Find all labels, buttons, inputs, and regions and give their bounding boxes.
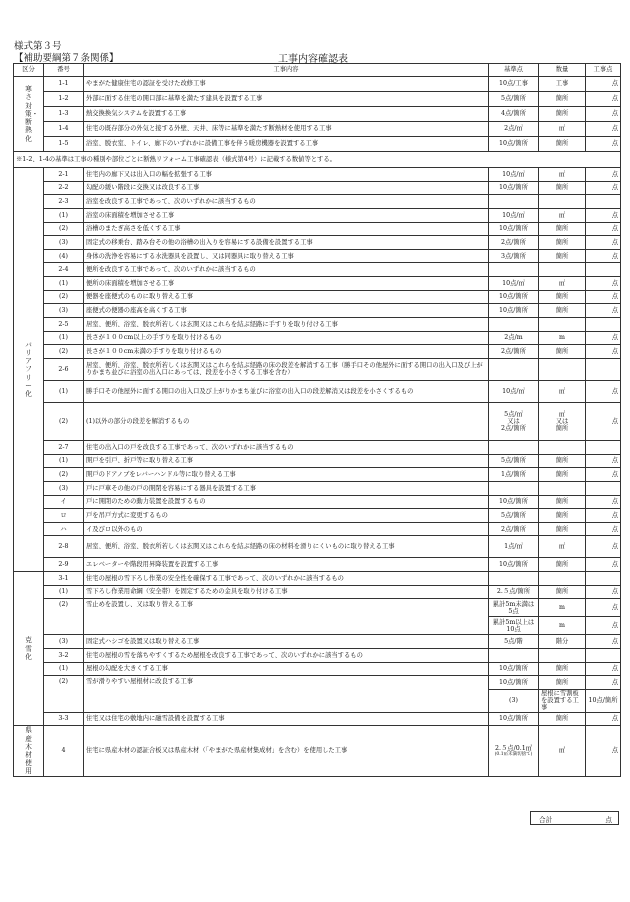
row-number: 1-5 <box>44 137 84 152</box>
row-content: 便器を座便式のものに取り替える工事 <box>84 290 489 304</box>
row-content: 開戸を引戸、折戸等に取り替える工事 <box>84 454 489 468</box>
table-row <box>14 249 621 263</box>
row-base-points: 5点/階 <box>489 635 539 649</box>
row-base-points <box>489 318 539 332</box>
table-row <box>14 195 621 209</box>
row-content: 住宅の屋根の雪下ろし作業の安全性を確保する工事であって、次のいずれかに該当するもの <box>84 572 489 586</box>
row-base-points: 5点/箇所 <box>489 92 539 107</box>
row-content: 固定式の移乗台、踏み台その他の浴槽の出入りを容易にする設備を設置する工事 <box>84 236 489 250</box>
row-content: 雪下ろし作業用命綱（安全帯）を固定するための金具を取り付ける工事 <box>84 585 489 599</box>
row-content: 浴室の床面積を増加させる工事 <box>84 208 489 222</box>
table-header-row <box>14 64 621 77</box>
table-row <box>14 122 621 137</box>
row-content: 住宅の既存部分の外気と接する外壁、天井、床等に基準を満たす断熱材を使用する工事 <box>84 122 489 137</box>
row-number: (2) <box>44 290 84 304</box>
row-quantity: 箇所 <box>539 290 586 304</box>
row-content: 熱交換換気システムを設置する工事 <box>84 107 489 122</box>
row-content: 勾配の緩い階段に交換又は改良する工事 <box>84 181 489 195</box>
table-row <box>14 585 621 599</box>
row-quantity: 箇所 <box>539 304 586 318</box>
row-content: 戸に戸車その他の戸の開閉を容易にする器具を設置する工事 <box>84 481 489 495</box>
row-base-points: 10点/箇所 <box>489 558 539 572</box>
row-quantity: 箇所 <box>539 712 586 726</box>
row-base-points <box>489 649 539 663</box>
row-work-points: 点 <box>586 558 621 572</box>
row-content: 住宅に県産木材の認証合板又は県産木材（「やまがた県産材集成材」を含む）を使用した工事 <box>84 726 489 776</box>
row-number: (2) <box>44 222 84 236</box>
row-quantity: ㎡ <box>539 380 586 402</box>
base-points-value: 2.５点/0.1㎥ <box>494 744 533 752</box>
row-quantity: 箇所 <box>539 222 586 236</box>
table-row <box>14 481 621 495</box>
row-base-points: 4点/箇所 <box>489 107 539 122</box>
row-number: 2-5 <box>44 318 84 332</box>
table-row <box>14 662 621 676</box>
row-base-points <box>489 263 539 277</box>
row-number: 1-2 <box>44 92 84 107</box>
row-content: 居室、便所、浴室、脱衣所若しくは玄関又はこれらを結ぶ経路の床の材料を滑りにくいものに取り替える工事 <box>84 536 489 558</box>
row-base-points: 5点/箇所 <box>489 454 539 468</box>
row-number: 3-1 <box>44 572 84 586</box>
row-quantity: 工事 <box>539 77 586 92</box>
row-content: (1)以外の部分の段差を解消するもの <box>84 402 489 440</box>
row-content: 雪止めを設置し、又は取り替える工事 <box>84 599 489 635</box>
row-work-points: 点 <box>586 107 621 122</box>
row-content: 住宅内の廊下又は出入口の幅を拡張する工事 <box>84 168 489 182</box>
total-unit: 点 <box>605 816 612 824</box>
row-work-points: 点 <box>586 662 621 676</box>
row-quantity <box>539 263 586 277</box>
row-base-points <box>489 358 539 380</box>
table-row <box>14 331 621 345</box>
row-content: 戸に開閉のための動力装置を設置するもの <box>84 495 489 509</box>
row-number: (1) <box>44 208 84 222</box>
table-row <box>14 345 621 359</box>
row-quantity: 箇所 <box>539 454 586 468</box>
row-work-points: 点 <box>586 304 621 318</box>
row-number: (3) <box>44 635 84 649</box>
row-content: 雪が滑りやすい屋根材に改良する工事 <box>84 676 489 712</box>
row-number: 2-3 <box>44 195 84 209</box>
row-content: 住宅の屋根の雪を落ちやすくするため屋根を改良する工事であって、次のいずれかに該当するもの <box>84 649 489 663</box>
row-work-points: 点 <box>586 345 621 359</box>
row-work-points: 点 <box>586 168 621 182</box>
row-base-points: 2.５点/箇所 <box>489 585 539 599</box>
row-number: (4) <box>44 249 84 263</box>
row-work-points: 点 <box>586 468 621 482</box>
row-content: やまがた健康住宅の認証を受けた改修工事 <box>84 77 489 92</box>
row-work-points: 点 <box>586 249 621 263</box>
row-number: 2-9 <box>44 558 84 572</box>
row-work-points: 点 <box>586 137 621 152</box>
row-base-points: 10点/箇所 <box>586 689 621 712</box>
row-quantity: ㎡ <box>539 536 586 558</box>
table-row <box>14 380 621 402</box>
row-work-points <box>586 572 621 586</box>
total-label: 合計 <box>539 816 553 824</box>
table-row <box>14 599 621 617</box>
row-work-points: 点 <box>586 380 621 402</box>
row-work-points: 点 <box>586 290 621 304</box>
row-content: 浴室を改良する工事であって、次のいずれかに該当するもの <box>84 195 489 209</box>
row-content: 浴槽のまたぎ高さを低くする工事 <box>84 222 489 236</box>
row-work-points <box>586 263 621 277</box>
row-quantity: ㎡ <box>539 122 586 137</box>
row-base-points: 5点/㎡ 又は 2点/箇所 <box>489 402 539 440</box>
category-label: バリアフリー化 <box>25 340 32 399</box>
table-row <box>14 495 621 509</box>
category-label: 寒さ対策・断熱化 <box>25 85 39 143</box>
row-base-points <box>489 440 539 454</box>
row-work-points: 点 <box>586 509 621 523</box>
category-cell <box>14 168 44 572</box>
category-label: 克雪化 <box>25 636 32 661</box>
row-base-points: 5点/箇所 <box>489 509 539 523</box>
header-base-points: 基準点 <box>489 64 539 77</box>
row-work-points: 点 <box>586 236 621 250</box>
table-row <box>14 168 621 182</box>
row-number: (2) <box>44 599 84 635</box>
row-base-points: 10点/箇所 <box>489 662 539 676</box>
row-content: エレベーターや階段用昇降装置を設置する工事 <box>84 558 489 572</box>
table-row <box>14 572 621 586</box>
row-base-points: 2点/箇所 <box>489 236 539 250</box>
table-row <box>14 726 621 776</box>
row-base-points <box>489 195 539 209</box>
row-number: (3) <box>44 481 84 495</box>
row-quantity <box>539 440 586 454</box>
row-quantity: 箇所 <box>539 236 586 250</box>
row-content: 屋根に雪割板を設置する工事 <box>539 689 586 712</box>
header-quantity: 数量 <box>539 64 586 77</box>
row-number: 1-3 <box>44 107 84 122</box>
category-cell <box>14 726 44 776</box>
row-number: (2) <box>44 676 84 712</box>
total-box <box>530 811 619 825</box>
table-row <box>14 509 621 523</box>
row-content: 住宅の出入口の戸を改良する工事であって、次のいずれかに該当するもの <box>84 440 489 454</box>
row-work-points <box>586 358 621 380</box>
table-row <box>14 263 621 277</box>
table-row <box>14 208 621 222</box>
table-row <box>14 222 621 236</box>
row-work-points: 点 <box>586 522 621 536</box>
row-base-points: 1点/箇所 <box>489 468 539 482</box>
header-work-points: 工事点 <box>586 64 621 77</box>
table-row <box>14 468 621 482</box>
row-number: 1-1 <box>44 77 84 92</box>
table-row <box>14 277 621 291</box>
row-work-points <box>586 649 621 663</box>
table-row <box>14 649 621 663</box>
row-number: (1) <box>44 277 84 291</box>
row-quantity: 箇所 <box>539 509 586 523</box>
row-work-points: 点 <box>586 726 621 776</box>
row-quantity <box>539 572 586 586</box>
row-work-points <box>586 318 621 332</box>
row-work-points: 点 <box>586 122 621 137</box>
row-base-points: 10点/箇所 <box>489 495 539 509</box>
header-content: 工事内容 <box>84 64 489 77</box>
row-number: 2-1 <box>44 168 84 182</box>
row-work-points: 点 <box>586 222 621 236</box>
row-quantity: ㎥ <box>539 726 586 776</box>
table-row <box>14 558 621 572</box>
table-row <box>14 92 621 107</box>
row-work-points: 点 <box>586 92 621 107</box>
row-quantity: 階分 <box>539 635 586 649</box>
row-quantity: 箇所 <box>539 585 586 599</box>
table-row <box>14 304 621 318</box>
row-work-points: 点 <box>586 402 621 440</box>
row-number: 3-2 <box>44 649 84 663</box>
row-base-points: 10点/箇所 <box>489 304 539 318</box>
category-cell <box>14 77 44 152</box>
table-row <box>14 77 621 92</box>
row-work-points: 点 <box>586 712 621 726</box>
row-number: 1-4 <box>44 122 84 137</box>
row-quantity: ㎡ 又は 箇所 <box>539 402 586 440</box>
row-work-points: 点 <box>586 585 621 599</box>
row-base-points: 3点/箇所 <box>489 249 539 263</box>
row-work-points: 点 <box>586 599 621 617</box>
row-quantity: m <box>539 599 586 617</box>
table-row <box>14 358 621 380</box>
table-row <box>14 676 621 690</box>
row-work-points: 点 <box>586 454 621 468</box>
table-row <box>14 712 621 726</box>
row-quantity: 箇所 <box>539 558 586 572</box>
row-quantity: ㎡ <box>539 208 586 222</box>
row-quantity: 箇所 <box>539 92 586 107</box>
row-number: 4 <box>44 726 84 776</box>
row-quantity: 箇所 <box>539 495 586 509</box>
row-base-points: 10点/箇所 <box>489 712 539 726</box>
row-base-points: 1点/㎡ <box>489 536 539 558</box>
row-number: 2-8 <box>44 536 84 558</box>
table-row <box>14 536 621 558</box>
row-content: 長さが１００cm未満の手すりを取り付けるもの <box>84 345 489 359</box>
category-label: 県産木材使用 <box>25 726 32 776</box>
row-number: イ <box>44 495 84 509</box>
row-content: 屋根の勾配を大きくする工事 <box>84 662 489 676</box>
energy-note: ※1-2、1-4の基準は工事の種別や部位ごとに断熱リフォーム工事確認表（様式第4号）に記載する数値等とする。 <box>14 152 621 168</box>
row-work-points: 点 <box>586 331 621 345</box>
form-label: 様式第３号 <box>14 41 62 52</box>
row-base-points: 10点/箇所 <box>489 676 539 690</box>
row-number: (3) <box>489 689 539 712</box>
table-row <box>14 107 621 122</box>
row-work-points <box>586 195 621 209</box>
row-number: (2) <box>44 345 84 359</box>
note-row <box>14 152 621 168</box>
row-content: 座便式の便器の座高を高くする工事 <box>84 304 489 318</box>
row-quantity: 箇所 <box>539 676 586 690</box>
row-work-points <box>586 440 621 454</box>
row-content: 便所の床面積を増加させる工事 <box>84 277 489 291</box>
row-number: ハ <box>44 522 84 536</box>
row-number: 3-3 <box>44 712 84 726</box>
row-number: (2) <box>44 468 84 482</box>
row-quantity: 箇所 <box>539 181 586 195</box>
row-number: (1) <box>44 380 84 402</box>
row-content: 身体の洗浄を容易にする水洗器具を設置し、又は同器具に取り替える工事 <box>84 249 489 263</box>
row-quantity <box>539 649 586 663</box>
header-category: 区分 <box>14 64 44 77</box>
row-base-points: 累計5m以上は 10点 <box>489 617 539 635</box>
table-row <box>14 522 621 536</box>
row-quantity <box>539 481 586 495</box>
row-base-points: 10点/工事 <box>489 77 539 92</box>
work-content-table <box>13 63 621 777</box>
table-row <box>14 318 621 332</box>
row-quantity: ㎡ <box>539 277 586 291</box>
row-content: 浴室、脱衣室、トイレ、廊下のいずれかに設備工事を伴う暖房機器を設置する工事 <box>84 137 489 152</box>
row-base-points: 2点/m <box>489 331 539 345</box>
row-quantity: 箇所 <box>539 468 586 482</box>
row-base-points: 2点/箇所 <box>489 345 539 359</box>
row-quantity <box>539 195 586 209</box>
row-content: 固定式ハシゴを設置又は取り替える工事 <box>84 635 489 649</box>
table-row <box>14 454 621 468</box>
row-number: (1) <box>44 585 84 599</box>
row-work-points: 点 <box>586 277 621 291</box>
row-content: 外部に面する住宅の開口部に基準を満たす建具を設置する工事 <box>84 92 489 107</box>
row-work-points: 点 <box>586 617 621 635</box>
table-row <box>14 402 621 440</box>
row-work-points: 点 <box>586 676 621 690</box>
row-content: 戸を吊戸方式に変更するもの <box>84 509 489 523</box>
row-content: 長さが１００cm以上の手すりを取り付けるもの <box>84 331 489 345</box>
row-work-points: 点 <box>586 536 621 558</box>
row-number: (1) <box>44 662 84 676</box>
row-work-points: 点 <box>586 495 621 509</box>
row-base-points: 10点/箇所 <box>489 290 539 304</box>
row-base-points: 10点/㎡ <box>489 277 539 291</box>
row-base-points <box>489 572 539 586</box>
row-number: (2) <box>44 402 84 440</box>
row-work-points: 点 <box>586 208 621 222</box>
table-row <box>14 290 621 304</box>
row-base-points <box>489 481 539 495</box>
row-quantity: 箇所 <box>539 345 586 359</box>
row-number: 2-2 <box>44 181 84 195</box>
row-base-points: 2点/㎡ <box>489 122 539 137</box>
row-base-points: 10点/㎡ <box>489 208 539 222</box>
row-quantity: 箇所 <box>539 137 586 152</box>
row-content: 居室、便所、浴室、脱衣所若しくは玄関又はこれらを結ぶ経路の床の段差を解消する工事（勝手口その他屋外に面する開口の出入口及び上がりかまち並びに浴室の出入口にあっては、段差を小さくする工事を含む） <box>84 358 489 380</box>
header-number: 番号 <box>44 64 84 77</box>
table-row <box>14 181 621 195</box>
row-number: (1) <box>44 331 84 345</box>
row-quantity: 箇所 <box>539 107 586 122</box>
row-number: 2-6 <box>44 358 84 380</box>
table-row <box>14 635 621 649</box>
row-base-points: 2点/箇所 <box>489 522 539 536</box>
row-base-points <box>489 726 539 776</box>
category-cell <box>14 572 44 726</box>
row-quantity: 箇所 <box>539 522 586 536</box>
row-content: 便所を改良する工事であって、次のいずれかに該当するもの <box>84 263 489 277</box>
row-quantity: 箇所 <box>539 249 586 263</box>
row-quantity <box>539 358 586 380</box>
base-points-note: (0.1㎥未満切捨て) <box>494 752 533 758</box>
row-quantity: m <box>539 617 586 635</box>
row-quantity: ㎡ <box>539 168 586 182</box>
row-work-points: 点 <box>586 77 621 92</box>
row-content: イ及びロ以外のもの <box>84 522 489 536</box>
row-work-points <box>586 481 621 495</box>
row-number: 2-4 <box>44 263 84 277</box>
row-quantity: 箇所 <box>539 662 586 676</box>
row-base-points: 10点/㎡ <box>489 168 539 182</box>
row-number: (3) <box>44 236 84 250</box>
row-quantity <box>539 318 586 332</box>
row-number: 2-7 <box>44 440 84 454</box>
row-base-points: 10点/㎡ <box>489 380 539 402</box>
row-base-points: 10点/箇所 <box>489 137 539 152</box>
table-row <box>14 236 621 250</box>
row-quantity: m <box>539 331 586 345</box>
row-work-points: 点 <box>586 181 621 195</box>
row-content: 勝手口その他屋外に面する開口の出入口及び上がりかまち並びに浴室の出入口の段差解消又は段差を小さくするもの <box>84 380 489 402</box>
row-base-points: 10点/箇所 <box>489 222 539 236</box>
row-work-points: 点 <box>586 635 621 649</box>
row-content: 開戸のドアノブをレバーハンドル等に取り替える工事 <box>84 468 489 482</box>
row-base-points: 累計5m未満は 5点 <box>489 599 539 617</box>
row-base-points: 10点/箇所 <box>489 181 539 195</box>
row-number: (3) <box>44 304 84 318</box>
row-number: (1) <box>44 454 84 468</box>
row-content: 住宅又は住宅の敷地内に融雪設備を設置する工事 <box>84 712 489 726</box>
table-row <box>14 440 621 454</box>
row-content: 居室、便所、浴室、脱衣所若しくは玄関又はこれらを結ぶ経路に手すりを取り付ける工事 <box>84 318 489 332</box>
row-number: ロ <box>44 509 84 523</box>
document-title: 工事内容確認表 <box>278 54 348 65</box>
form-reference: 【補助要綱第７条関係】 <box>14 53 119 64</box>
table-row <box>14 137 621 152</box>
